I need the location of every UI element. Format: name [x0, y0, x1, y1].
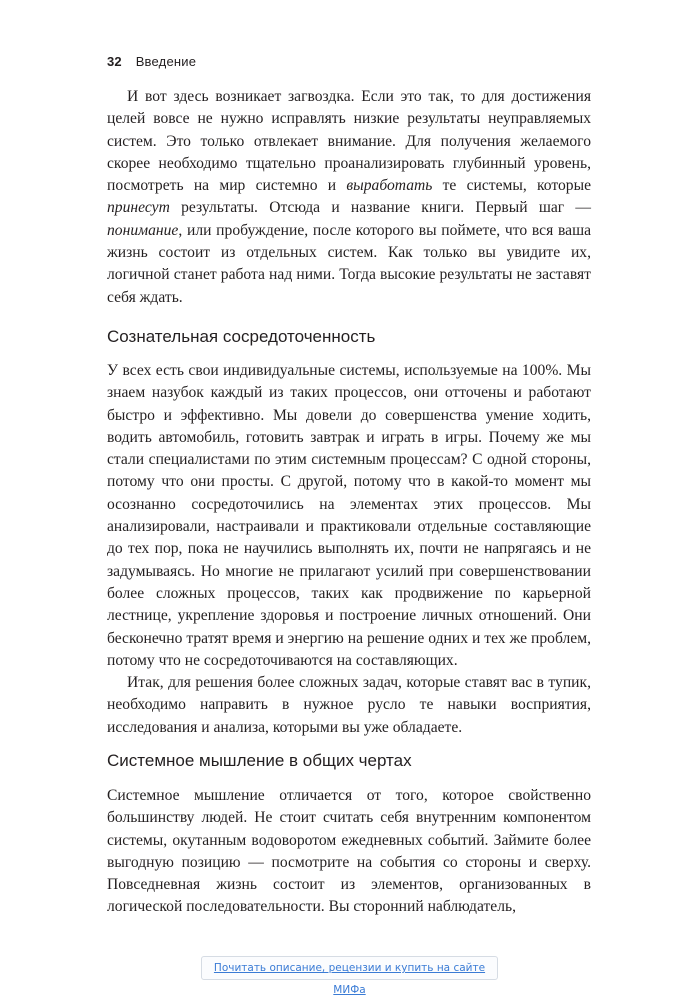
section1-paragraph: У всех есть свои индивидуальные системы, используемые на 100%. Мы знаем назубок каждый из таких процессов, они отточены и работают быстро и эффективно. Мы довели до совершенства умение ходить, водить автомобиль, готовить завтрак и играть в игры. Почему же мы стали специалистами по этим системным процессам? С одной стороны, потому что они просты. С другой, потому что в какой-то момент мы осознанно сосредоточились на элементах этих процессов. Мы анализировали, настраивали и практиковали отдельные составляющие до тех пор, пока не научились выполнять их, почти не напрягаясь и не задумываясь. Но многие не прилагают усилий при совершенствовании более сложных процессов, таких как продвижение по карьерной лестнице, укрепление здоровья и построение личных отношений. Они бесконечно тратят время и энергию на решение одних и тех же проблем, потому что не сосредоточиваются на составляющих.: [107, 362, 591, 669]
running-header: [107, 54, 196, 69]
buy-link[interactable]: Почитать описание, рецензии и купить на сайте МИФа: [201, 956, 498, 980]
section1-paragraph: Итак, для решения более сложных задач, которые ставят вас в тупик, необходимо направить в нужное русло те навыки восприятия, исследования и анализа, которыми вы уже обладаете.: [107, 674, 591, 736]
section-heading-focus: Сознательная сосредоточенность: [107, 327, 376, 346]
intro-paragraph: И вот здесь возникает загвоздка. Если это так, то для достижения целей вовсе не нужно исправлять низкие результаты неуправляемых систем. Это только отвлекает внимание. Для получения желаемого скорее необходимо тщательно проанализировать глубинный уровень, посмотреть на мир системно и выработать те системы, которые принесут результаты. Отсюда и название книги. Первый шаг — понимание, или пробуждение, после которого вы поймете, что вся ваша жизнь состоит из отдельных систем. Как только вы увидите их, логичной станет работа над ними. Тогда высокие результаты не заставят себя ждать.: [107, 88, 592, 306]
section-title: Введение: [135, 54, 197, 69]
section-heading-systems: Системное мышление в общих чертах: [107, 751, 412, 770]
section2-paragraph: Системное мышление отличается от того, которое свойственно большинству людей. Не стоит считать себя внутренним компонентом системы, окутанным водоворотом ежедневных событий. Займите более выгодную позицию — посмотрите на события со стороны и сверху. Повседневная жизнь состоит из элементов, организованных в логической последовательности. Вы сторонний наблюдатель,: [107, 787, 591, 916]
page-number: 32: [107, 54, 122, 69]
section1-text: [107, 360, 591, 739]
intro-text: [107, 86, 591, 309]
section2-text: [107, 785, 591, 919]
